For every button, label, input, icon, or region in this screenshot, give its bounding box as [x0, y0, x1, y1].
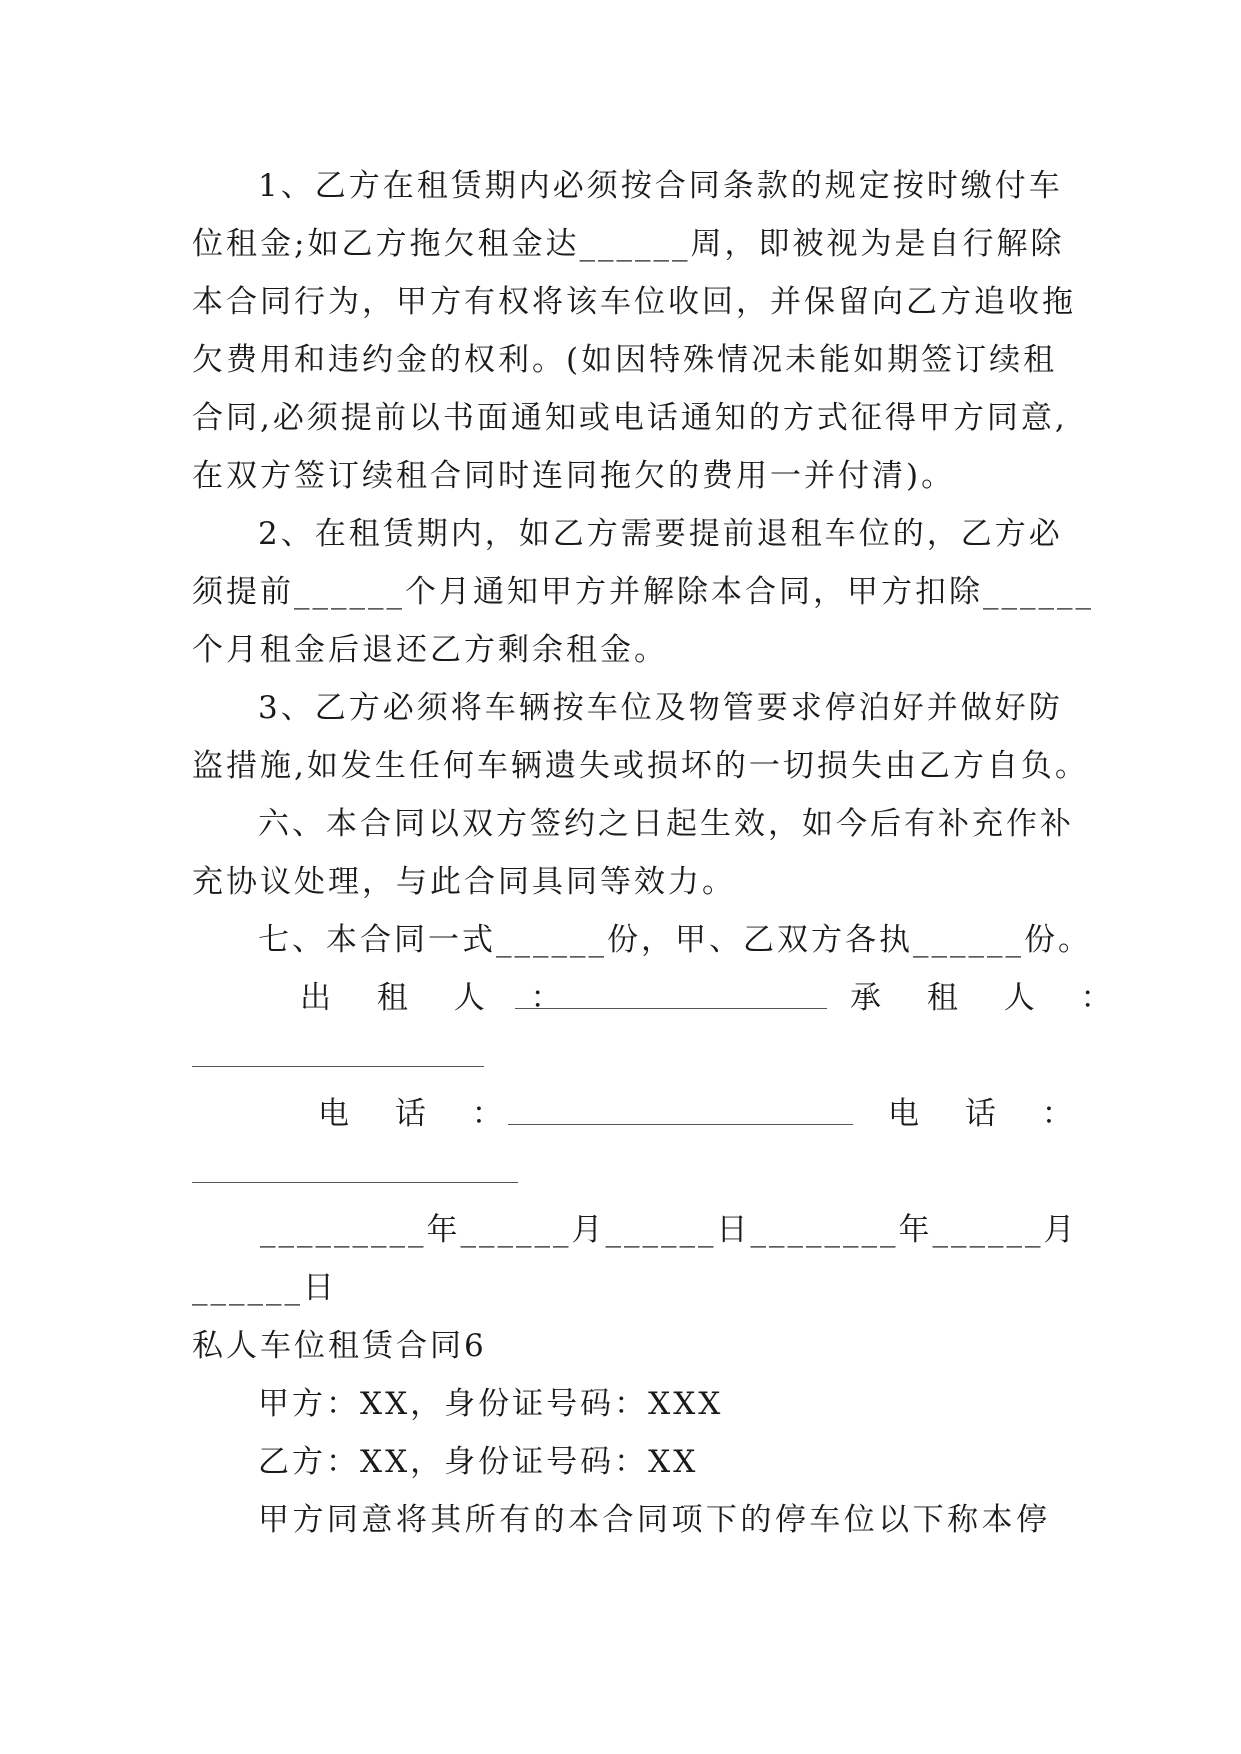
date-line-tail: ______日: [192, 1270, 337, 1306]
clause-3-line-1: 3、乙方必须将车辆按车位及物管要求停泊好并做好防: [258, 690, 1063, 726]
agreement-line: 甲方同意将其所有的本合同项下的停车位以下称本停: [258, 1502, 1050, 1538]
party-b-line: 乙方：XX，身份证号码：XX: [258, 1444, 699, 1480]
party-a-line: 甲方：XX，身份证号码：XXX: [258, 1386, 724, 1422]
lessor-signature-blank: [515, 1008, 827, 1009]
clause-seven-line: 七、本合同一式______份，甲、乙双方各执______份。: [258, 922, 1092, 958]
clause-3-line-2: 盗措施,如发生任何车辆遗失或损坏的一切损失由乙方自负。: [192, 748, 1089, 784]
clause-1-line-4: 欠费用和违约金的权利。(如因特殊情况未能如期签订续租: [192, 342, 1058, 378]
clause-1-line-2: 位租金;如乙方拖欠租金达______周，即被视为是自行解除: [192, 226, 1065, 262]
clause-2-line-1: 2、在租赁期内，如乙方需要提前退租车位的，乙方必: [258, 516, 1063, 552]
clause-2-line-2: 须提前______个月通知甲方并解除本合同，甲方扣除______: [192, 574, 1094, 610]
lessor-phone-blank: [508, 1124, 853, 1125]
lessee-phone-label: 电 话 ：: [888, 1096, 1091, 1132]
date-line: _________年______月______日________年______月: [260, 1212, 1078, 1248]
clause-1-line-6: 在双方签订续租合同时连同拖欠的费用一并付清)。: [192, 458, 956, 494]
clause-1-line-3: 本合同行为，甲方有权将该车位收回，并保留向乙方追收拖: [192, 284, 1076, 320]
clause-six-line-2: 充协议处理，与此合同具同等效力。: [192, 864, 736, 900]
clause-1-line-5: 合同,必须提前以书面通知或电话通知的方式征得甲方同意,: [192, 400, 1068, 436]
lessee-label: 承 租 人 ：: [850, 980, 1130, 1016]
lessor-phone-label: 电 话 ：: [318, 1096, 521, 1132]
clause-six-line-1: 六、本合同以双方签约之日起生效，如今后有补充作补: [258, 806, 1074, 842]
clause-2-line-3: 个月租金后退还乙方剩余租金。: [192, 632, 668, 668]
lessee-signature-blank: [192, 1066, 484, 1067]
lessee-phone-blank: [192, 1182, 518, 1183]
lessor-label: 出 租 人 ：: [300, 980, 580, 1016]
clause-1-line-1: 1、乙方在租赁期内必须按合同条款的规定按时缴付车: [258, 168, 1063, 204]
section-title: 私人车位租赁合同6: [192, 1328, 487, 1364]
